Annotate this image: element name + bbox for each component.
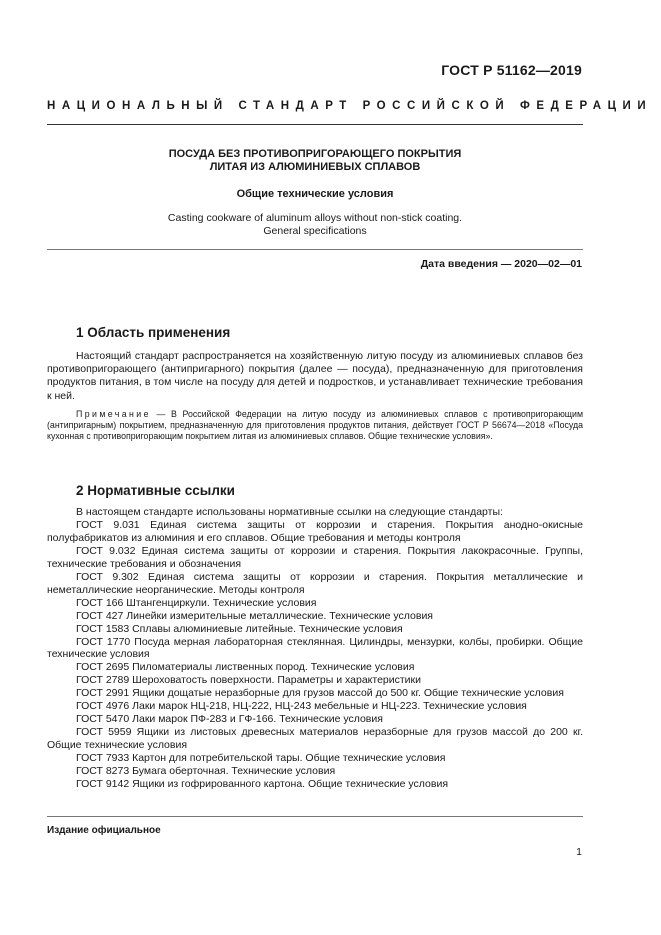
note-text: — В Российской Федерации на литую посуду из алюминиевых сплавов с противопригорающим (антипригарным) покрытием, предназначенную для приготовления продуктов питания, действует ГОСТ Р 56674—2018 «Посуда кухонная с противопригорающим покрытием литая из алюминиевых сплавов. Общие технические условия».	[47, 409, 583, 442]
document-subtitle: Общие технические условия	[236, 188, 394, 200]
section-1-paragraph: Настоящий стандарт распространяется на хозяйственную литую посуду из алюминиевых сплавов без противопригорающего (антипригарного) покрытия (далее — посуда), предназначенную для приготовления продуктов питания, в том числе на посуду для детей и подростков, и устанавливает технические требования к ней.	[47, 350, 583, 402]
reference-item: ГОСТ 2789 Шероховатость поверхности. Параметры и характеристики	[76, 674, 421, 687]
official-edition-label: Издание официальное	[47, 825, 161, 836]
reference-item: ГОСТ 1583 Сплавы алюминиевые литейные. Технические условия	[76, 622, 403, 635]
note-label: Примечание	[76, 409, 151, 419]
reference-item: ГОСТ 2991 Ящики дощатые неразборные для грузов массой до 500 кг. Общие технические условия	[76, 687, 564, 700]
section-1-body	[47, 350, 583, 403]
section-2-heading: 2 Нормативные ссылки	[76, 483, 235, 498]
title-line-1: ПОСУДА БЕЗ ПРОТИВОПРИГОРАЮЩЕГО ПОКРЫТИЯ	[168, 148, 462, 160]
reference-item: ГОСТ 9.302 Единая система защиты от коррозии и старения. Покрытия металлические и неметаллические неорганические. Методы контроля	[47, 570, 583, 596]
reference-item: ГОСТ 4976 Лаки марок НЦ-218, НЦ-222, НЦ-243 мебельные и НЦ-223. Технические условия	[76, 700, 527, 713]
reference-item: ГОСТ 2695 Пиломатериалы лиственных пород. Технические условия	[76, 661, 415, 674]
english-title-line-2: General specifications	[263, 225, 367, 237]
document-number: ГОСТ Р 51162—2019	[441, 62, 582, 78]
reference-item: ГОСТ 7933 Картон для потребительской тары. Общие технические условия	[76, 752, 446, 765]
footer-divider	[47, 816, 583, 817]
national-standard-banner: НАЦИОНАЛЬНЫЙ СТАНДАРТ РОССИЙСКОЙ ФЕДЕРАЦИИ	[47, 100, 653, 112]
english-title	[47, 212, 583, 238]
header-divider	[47, 124, 583, 125]
introduction-date: Дата введения — 2020—02—01	[420, 258, 582, 270]
section-1-note	[47, 409, 583, 443]
english-title-line-1: Casting cookware of aluminum alloys without non-stick coating.	[167, 212, 463, 224]
reference-item: ГОСТ 8273 Бумага оберточная. Технические условия	[76, 765, 336, 778]
reference-item: ГОСТ 9142 Ящики из гофрированного картона. Общие технические условия	[76, 778, 449, 791]
section-1-heading: 1 Область применения	[76, 325, 231, 340]
reference-item: ГОСТ 9.032 Единая система защиты от коррозии и старения. Покрытия лакокрасочные. Группы, технические требования и обозначения	[47, 544, 583, 570]
reference-item: ГОСТ 1770 Посуда мерная лабораторная стеклянная. Цилиндры, мензурки, колбы, пробирки. Общие технические условия	[47, 635, 583, 661]
reference-item: ГОСТ 5470 Лаки марок ПФ-283 и ГФ-166. Технические условия	[76, 713, 383, 726]
page-number: 1	[576, 846, 582, 858]
references-intro: В настоящем стандарте использованы нормативные ссылки на следующие стандарты:	[76, 506, 503, 518]
reference-item: ГОСТ 9.031 Единая система защиты от коррозии и старения. Покрытия анодно-окисные полуфабрикатов из алюминия и его сплавов. Общие требования и методы контроля	[47, 518, 583, 544]
reference-item: ГОСТ 166 Штангенциркули. Технические условия	[76, 596, 317, 609]
reference-item: ГОСТ 5959 Ящики из листовых древесных материалов неразборные для грузов массой до 200 кг. Общие технические условия	[47, 726, 583, 752]
document-title	[47, 148, 583, 174]
normative-references	[47, 506, 583, 791]
reference-item: ГОСТ 427 Линейки измерительные металлические. Технические условия	[76, 609, 433, 622]
title-divider	[47, 249, 583, 250]
title-line-2: ЛИТАЯ ИЗ АЛЮМИНИЕВЫХ СПЛАВОВ	[209, 161, 421, 173]
